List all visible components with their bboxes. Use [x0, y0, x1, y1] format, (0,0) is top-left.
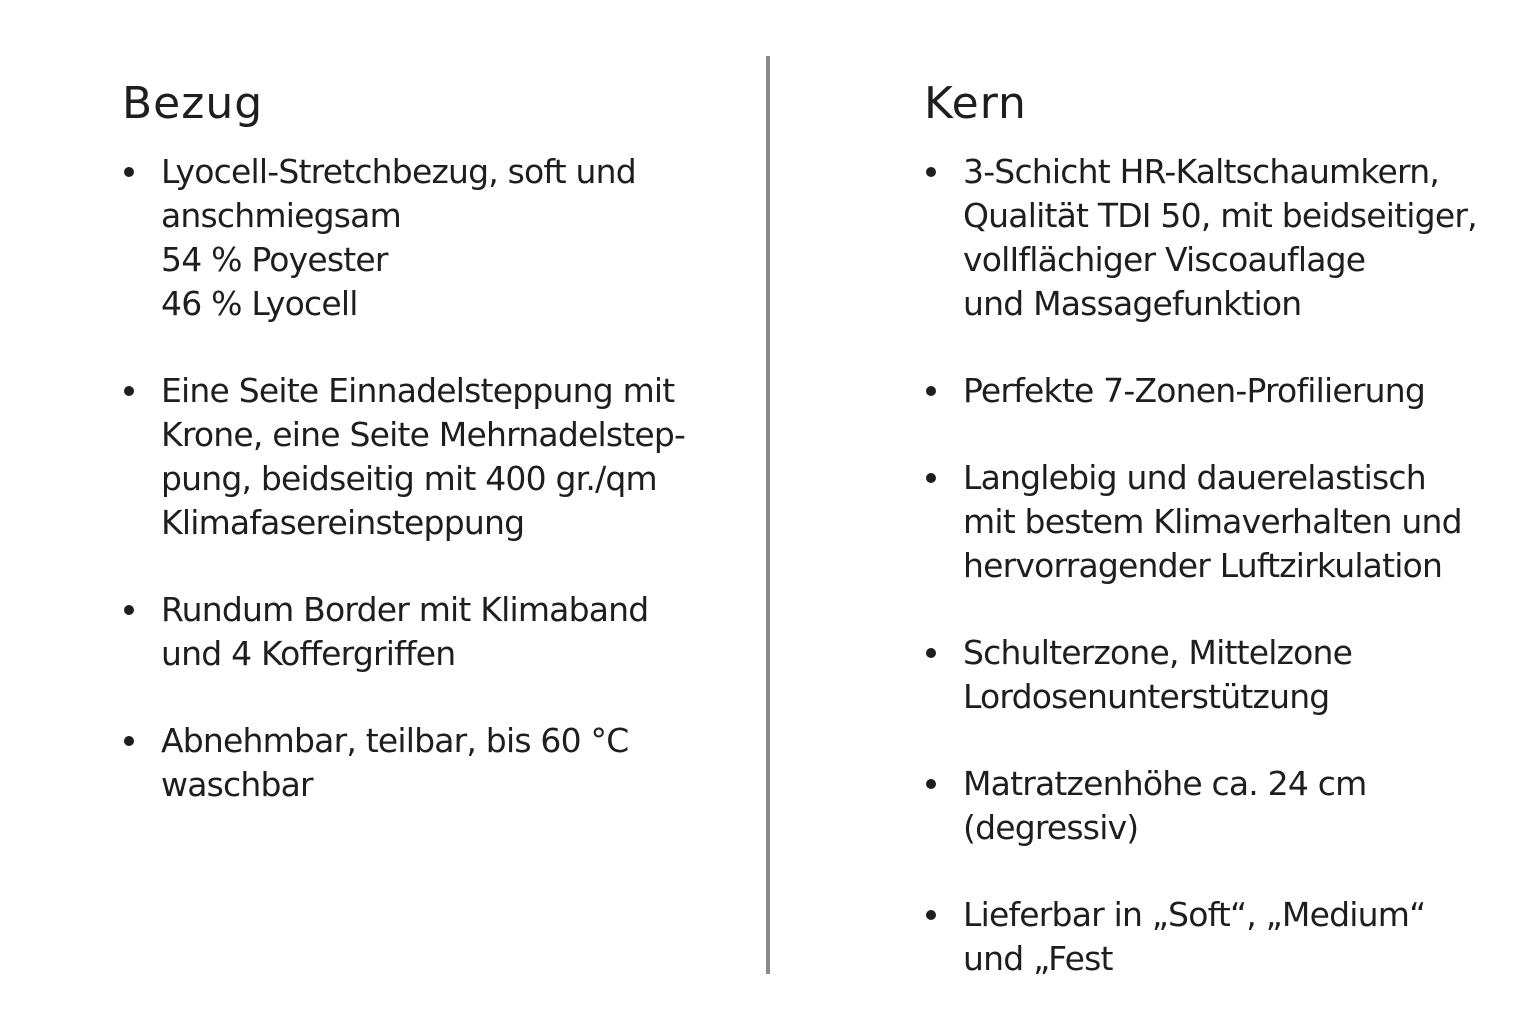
list-item-line: 46 % Lyocell — [161, 284, 358, 323]
list-item-line: und Massagefunktion — [963, 284, 1302, 323]
list-item — [924, 369, 1514, 413]
list-item-line: Lordosenunterstützung — [963, 677, 1330, 716]
list-item-line: mit bestem Klimaverhalten und — [963, 502, 1462, 541]
kern-heading: Kern — [924, 78, 1027, 129]
list-item-line: Krone, eine Seite Mehrnadelstep- — [161, 415, 686, 454]
bullet-icon — [124, 167, 134, 177]
list-item — [122, 588, 722, 676]
list-item-line: Qualität TDI 50, mit beidseitiger, — [963, 196, 1477, 235]
list-item-line: Abnehmbar, teilbar, bis 60 °C — [161, 721, 629, 760]
bezug-column — [122, 78, 722, 807]
list-item — [122, 369, 722, 545]
list-item-line: Rundum Border mit Klimaband — [161, 590, 649, 629]
list-item-line: Matratzenhöhe ca. 24 cm — [963, 764, 1367, 803]
list-item-line: Perfekte 7-Zonen-Profilierung — [963, 371, 1426, 410]
list-item-line: Lieferbar in „Soft“, „Medium“ — [963, 895, 1426, 934]
list-item-line: 54 % Poyester — [161, 240, 388, 279]
kern-list — [924, 150, 1514, 981]
list-item-line: volIflächiger Viscoauflage — [963, 240, 1366, 279]
list-item-line: pung, beidseitig mit 400 gr./qm — [161, 459, 657, 498]
list-item — [122, 150, 722, 326]
list-item-line: hervorragender Luftzirkulation — [963, 546, 1443, 585]
list-item-line: waschbar — [161, 765, 313, 804]
list-item-line: anschmiegsam — [161, 196, 401, 235]
list-item-line: Eine Seite Einnadelsteppung mit — [161, 371, 675, 410]
list-item-line: und „Fest — [963, 939, 1113, 978]
bullet-icon — [926, 648, 936, 658]
bullet-icon — [124, 736, 134, 746]
list-item-line: Langlebig und dauerelastisch — [963, 458, 1426, 497]
list-item — [122, 719, 722, 807]
bullet-icon — [926, 386, 936, 396]
bullet-icon — [926, 473, 936, 483]
list-item — [924, 893, 1514, 981]
list-item — [924, 631, 1514, 719]
bullet-icon — [926, 779, 936, 789]
list-item-line: Klimafasereinsteppung — [161, 503, 525, 542]
list-item-line: und 4 Koffergriffen — [161, 634, 456, 673]
list-item — [924, 456, 1514, 588]
column-divider — [766, 56, 770, 974]
bullet-icon — [926, 167, 936, 177]
bezug-list — [122, 150, 722, 807]
list-item-line: (degressiv) — [963, 808, 1139, 847]
bullet-icon — [926, 910, 936, 920]
list-item-line: Lyocell-Stretchbezug, soft und — [161, 152, 636, 191]
bullet-icon — [124, 386, 134, 396]
list-item-line: Schulterzone, Mittelzone — [963, 633, 1353, 672]
list-item — [924, 762, 1514, 850]
list-item-line: 3-Schicht HR-Kaltschaumkern, — [963, 152, 1440, 191]
kern-column — [924, 78, 1514, 981]
bezug-heading: Bezug — [122, 78, 264, 129]
list-item — [924, 150, 1514, 326]
bullet-icon — [124, 605, 134, 615]
